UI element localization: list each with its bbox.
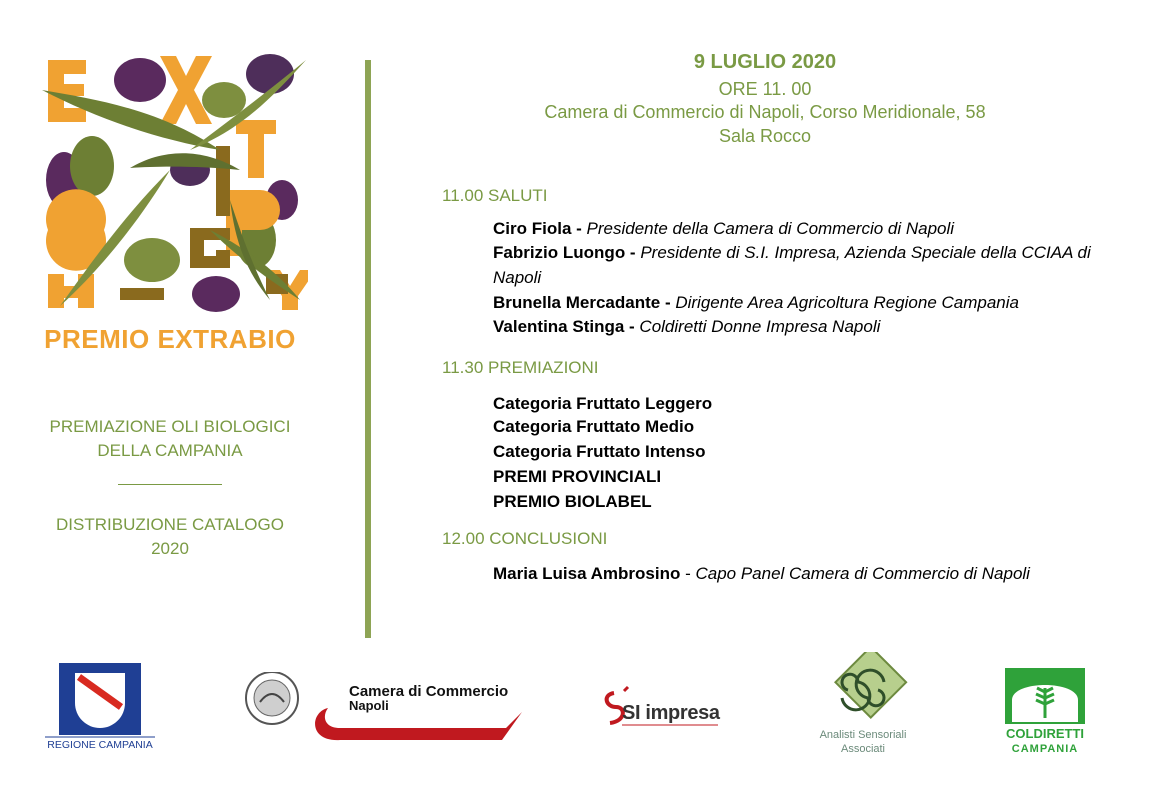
analisti-sensoriali-logo: [808, 652, 918, 757]
prize-item: Categoria Fruttato Medio: [493, 417, 695, 436]
premiazione-line-1: PREMIAZIONE OLI BIOLOGICI: [49, 417, 291, 436]
event-place: Camera di Commercio di Napoli, Corso Meridionale, 58: [544, 102, 986, 122]
coldiretti-line-1: COLDIRETTI: [1006, 726, 1084, 741]
coldiretti-logo: [1000, 666, 1090, 756]
brand-title: PREMIO EXTRABIO: [44, 324, 296, 354]
speaker-separator: -: [660, 293, 676, 312]
camera-commercio-seal-icon: [246, 672, 298, 724]
speaker-item: [493, 217, 1143, 242]
camera-commercio-logo: [240, 672, 530, 748]
prize-item: Categoria Fruttato Intenso: [493, 442, 706, 461]
speaker-role: Capo Panel Camera di Commercio di Napoli: [695, 564, 1030, 583]
speaker-name: Fabrizio Luongo: [493, 243, 626, 262]
camera-line-1: Camera di Commercio: [349, 683, 509, 700]
speaker-name: Ciro Fiola: [493, 219, 572, 238]
event-date: 9 LUGLIO 2020: [693, 51, 837, 73]
distribuzione-block: [0, 513, 340, 561]
prize-item: PREMIO BIOLABEL: [493, 492, 652, 511]
coldiretti-line-2: CAMPANIA: [1011, 743, 1079, 755]
speaker-item: [493, 291, 1143, 316]
analisti-line-2: Associati: [840, 743, 886, 755]
vertical-divider: [365, 60, 371, 638]
event-room: Sala Rocco: [718, 126, 812, 146]
speaker-role: Presidente della Camera di Commercio di Napoli: [586, 219, 955, 238]
speaker-name: Maria Luisa Ambrosino: [493, 564, 681, 583]
speaker-separator: -: [624, 317, 640, 336]
analisti-line-1: Analisti Sensoriali: [819, 729, 907, 741]
section-title-saluti: 11.00 SALUTI: [442, 186, 548, 205]
distribuzione-line-1: DISTRIBUZIONE CATALOGO: [56, 515, 284, 534]
event-time: ORE 11. 00: [718, 79, 812, 99]
speaker-separator: -: [680, 564, 696, 583]
premiazione-line-2: DELLA CAMPANIA: [97, 441, 243, 460]
speaker-name: Valentina Stinga: [493, 317, 625, 336]
section-title-conclusioni: 12.00 CONCLUSIONI: [442, 529, 608, 548]
camera-line-2: Napoli: [349, 698, 389, 713]
siimpresa-label: SI impresa: [622, 702, 720, 724]
speaker-item: [493, 241, 1143, 290]
regione-label: REGIONE CAMPANIA: [47, 739, 153, 751]
coldiretti-wheat-icon: [1005, 668, 1085, 724]
extrabio-logo-icon: [40, 50, 308, 312]
analisti-spiral-icon: [835, 652, 906, 718]
speaker-role: Presidente di S.I. Impresa, Azienda Speciale della CCIAA di Napoli: [493, 243, 1091, 287]
speaker-role: Dirigente Area Agricoltura Regione Campania: [675, 293, 1019, 312]
siimpresa-logo-icon: [600, 685, 725, 730]
prize-item: Categoria Fruttato Leggero: [493, 394, 713, 413]
section-title-premiazioni: 11.30 PREMIAZIONI: [442, 358, 599, 377]
speaker-separator: -: [571, 219, 587, 238]
premiazione-block: [0, 415, 340, 463]
speaker-item: [493, 562, 1143, 587]
prize-item: PREMI PROVINCIALI: [493, 467, 662, 486]
speaker-separator: -: [625, 243, 641, 262]
speaker-role: Coldiretti Donne Impresa Napoli: [639, 317, 881, 336]
speaker-name: Brunella Mercadante: [493, 293, 661, 312]
distribuzione-line-2: 2020: [151, 539, 189, 558]
left-divider: [118, 484, 222, 485]
speaker-item: [493, 315, 1143, 340]
campania-emblem-icon: [45, 663, 155, 753]
